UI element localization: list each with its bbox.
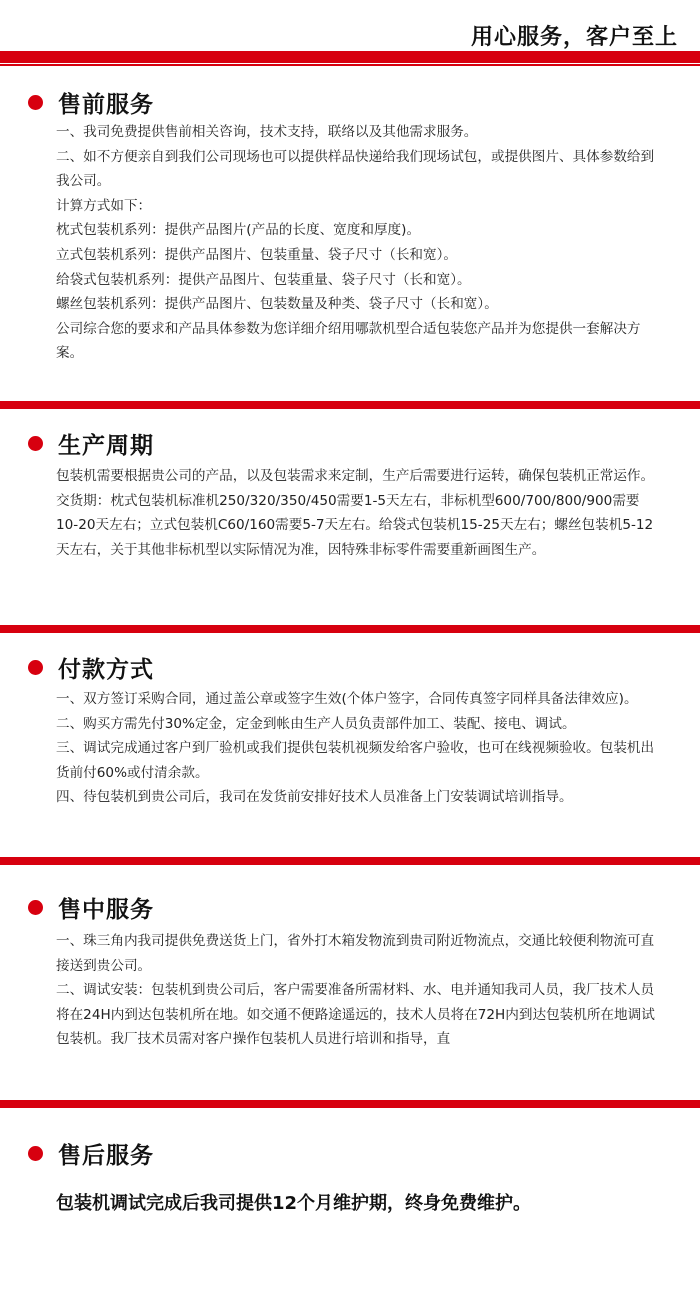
section-production-body <box>56 464 656 562</box>
section-divider <box>0 401 700 409</box>
paragraph: 三、调试完成通过客户到厂验机或我们提供包装机视频发给客户验收，也可在线视频验收。包装机出货前付60%或付清余款。 <box>56 740 655 781</box>
section-divider <box>0 1100 700 1108</box>
paragraph: 一、双方签订采购合同，通过盖公章或签字生效(个体户签字，合同传真签字同样具备法律效应)。 <box>56 691 638 707</box>
paragraph: 螺丝包装机系列：提供产品图片、包装数量及种类、袋子尺寸（长和宽）。 <box>56 296 498 313</box>
section-production-title <box>28 427 154 460</box>
section-insale-body <box>56 929 656 1073</box>
bullet-dot-icon <box>28 95 43 110</box>
section-divider <box>0 625 700 633</box>
section-payment-body <box>56 687 656 810</box>
bullet-dot-icon <box>28 1146 43 1161</box>
section-presale-body <box>56 120 656 366</box>
section-aftersale-title <box>28 1137 154 1170</box>
section-title-text: 售后服务 <box>58 1143 154 1169</box>
header-slogan: 用心服务，客户至上 <box>470 25 678 50</box>
paragraph: 四、待包装机到贵公司后，我司在发货前安排好技术人员准备上门安装调试培训指导。 <box>56 789 573 806</box>
section-insale-title <box>28 891 154 924</box>
paragraph: 给袋式包装机系列：提供产品图片、包装重量、袋子尺寸（长和宽）。 <box>56 271 471 288</box>
paragraph: 公司综合您的要求和产品具体参数为您详细介绍用哪款机型合适包装您产品并为您提供一套解决方案。 <box>56 320 641 362</box>
section-payment-title <box>28 651 154 684</box>
header-red-line <box>0 64 700 66</box>
paragraph: 一、珠三角内我司提供免费送货上门，省外打木箱发物流到贵司附近物流点，交通比较便利物流可直接送到贵公司。 <box>56 933 655 974</box>
paragraph: 一、我司免费提供售前相关咨询，技术支持，联络以及其他需求服务。 <box>56 124 478 140</box>
section-title-text: 售前服务 <box>58 92 154 118</box>
header-red-bar <box>0 51 700 63</box>
paragraph: 包装机需要根据贵公司的产品，以及包装需求来定制，生产后需要进行运转，确保包装机正常运作。 <box>56 468 655 484</box>
paragraph: 计算方式如下： <box>56 197 152 214</box>
bullet-dot-icon <box>28 660 43 675</box>
section-title-text: 付款方式 <box>58 657 154 683</box>
section-title-text: 生产周期 <box>58 433 154 459</box>
section-aftersale-body: 包装机调试完成后我司提供12个月维护期，终身免费维护。 <box>56 1193 532 1214</box>
paragraph: 二、购买方需先付30%定金，定金到帐由生产人员负责部件加工、装配、接电、调试。 <box>56 715 576 732</box>
section-title-text: 售中服务 <box>58 897 154 923</box>
bullet-dot-icon <box>28 436 43 451</box>
paragraph: 立式包装机系列：提供产品图片、包装重量、袋子尺寸（长和宽）。 <box>56 246 458 263</box>
paragraph: 交货期：枕式包装机标准机250/320/350/450需要1-5天左右，非标机型600/700/800/900需要10-20天左右；立式包装机C60/160需要5-7天左右。给袋式包装机15-25天左右；螺丝包装机5-12天左右，关于其他非标机型以实际情况为准，因特殊非标零件需要重新画图生产。 <box>56 492 654 558</box>
paragraph: 二、如不方便亲自到我们公司现场也可以提供样品快递给我们现场试包，或提供图片、具体参数给到我公司。 <box>56 148 655 190</box>
bullet-dot-icon <box>28 900 43 915</box>
paragraph: 枕式包装机系列：提供产品图片(产品的长度、宽度和厚度)。 <box>56 222 421 239</box>
paragraph: 二、调试安装：包装机到贵公司后，客户需要准备所需材料、水、电并通知我司人员，我厂技术人员将在24H内到达包装机所在地。如交通不便路途遥远的，技术人员将在72H内到达包装机所在地调试包装机。我厂技术员需对客户操作包装机人员进行培训和指导，直 <box>56 982 655 1048</box>
section-divider <box>0 857 700 865</box>
section-presale-title <box>28 86 154 119</box>
